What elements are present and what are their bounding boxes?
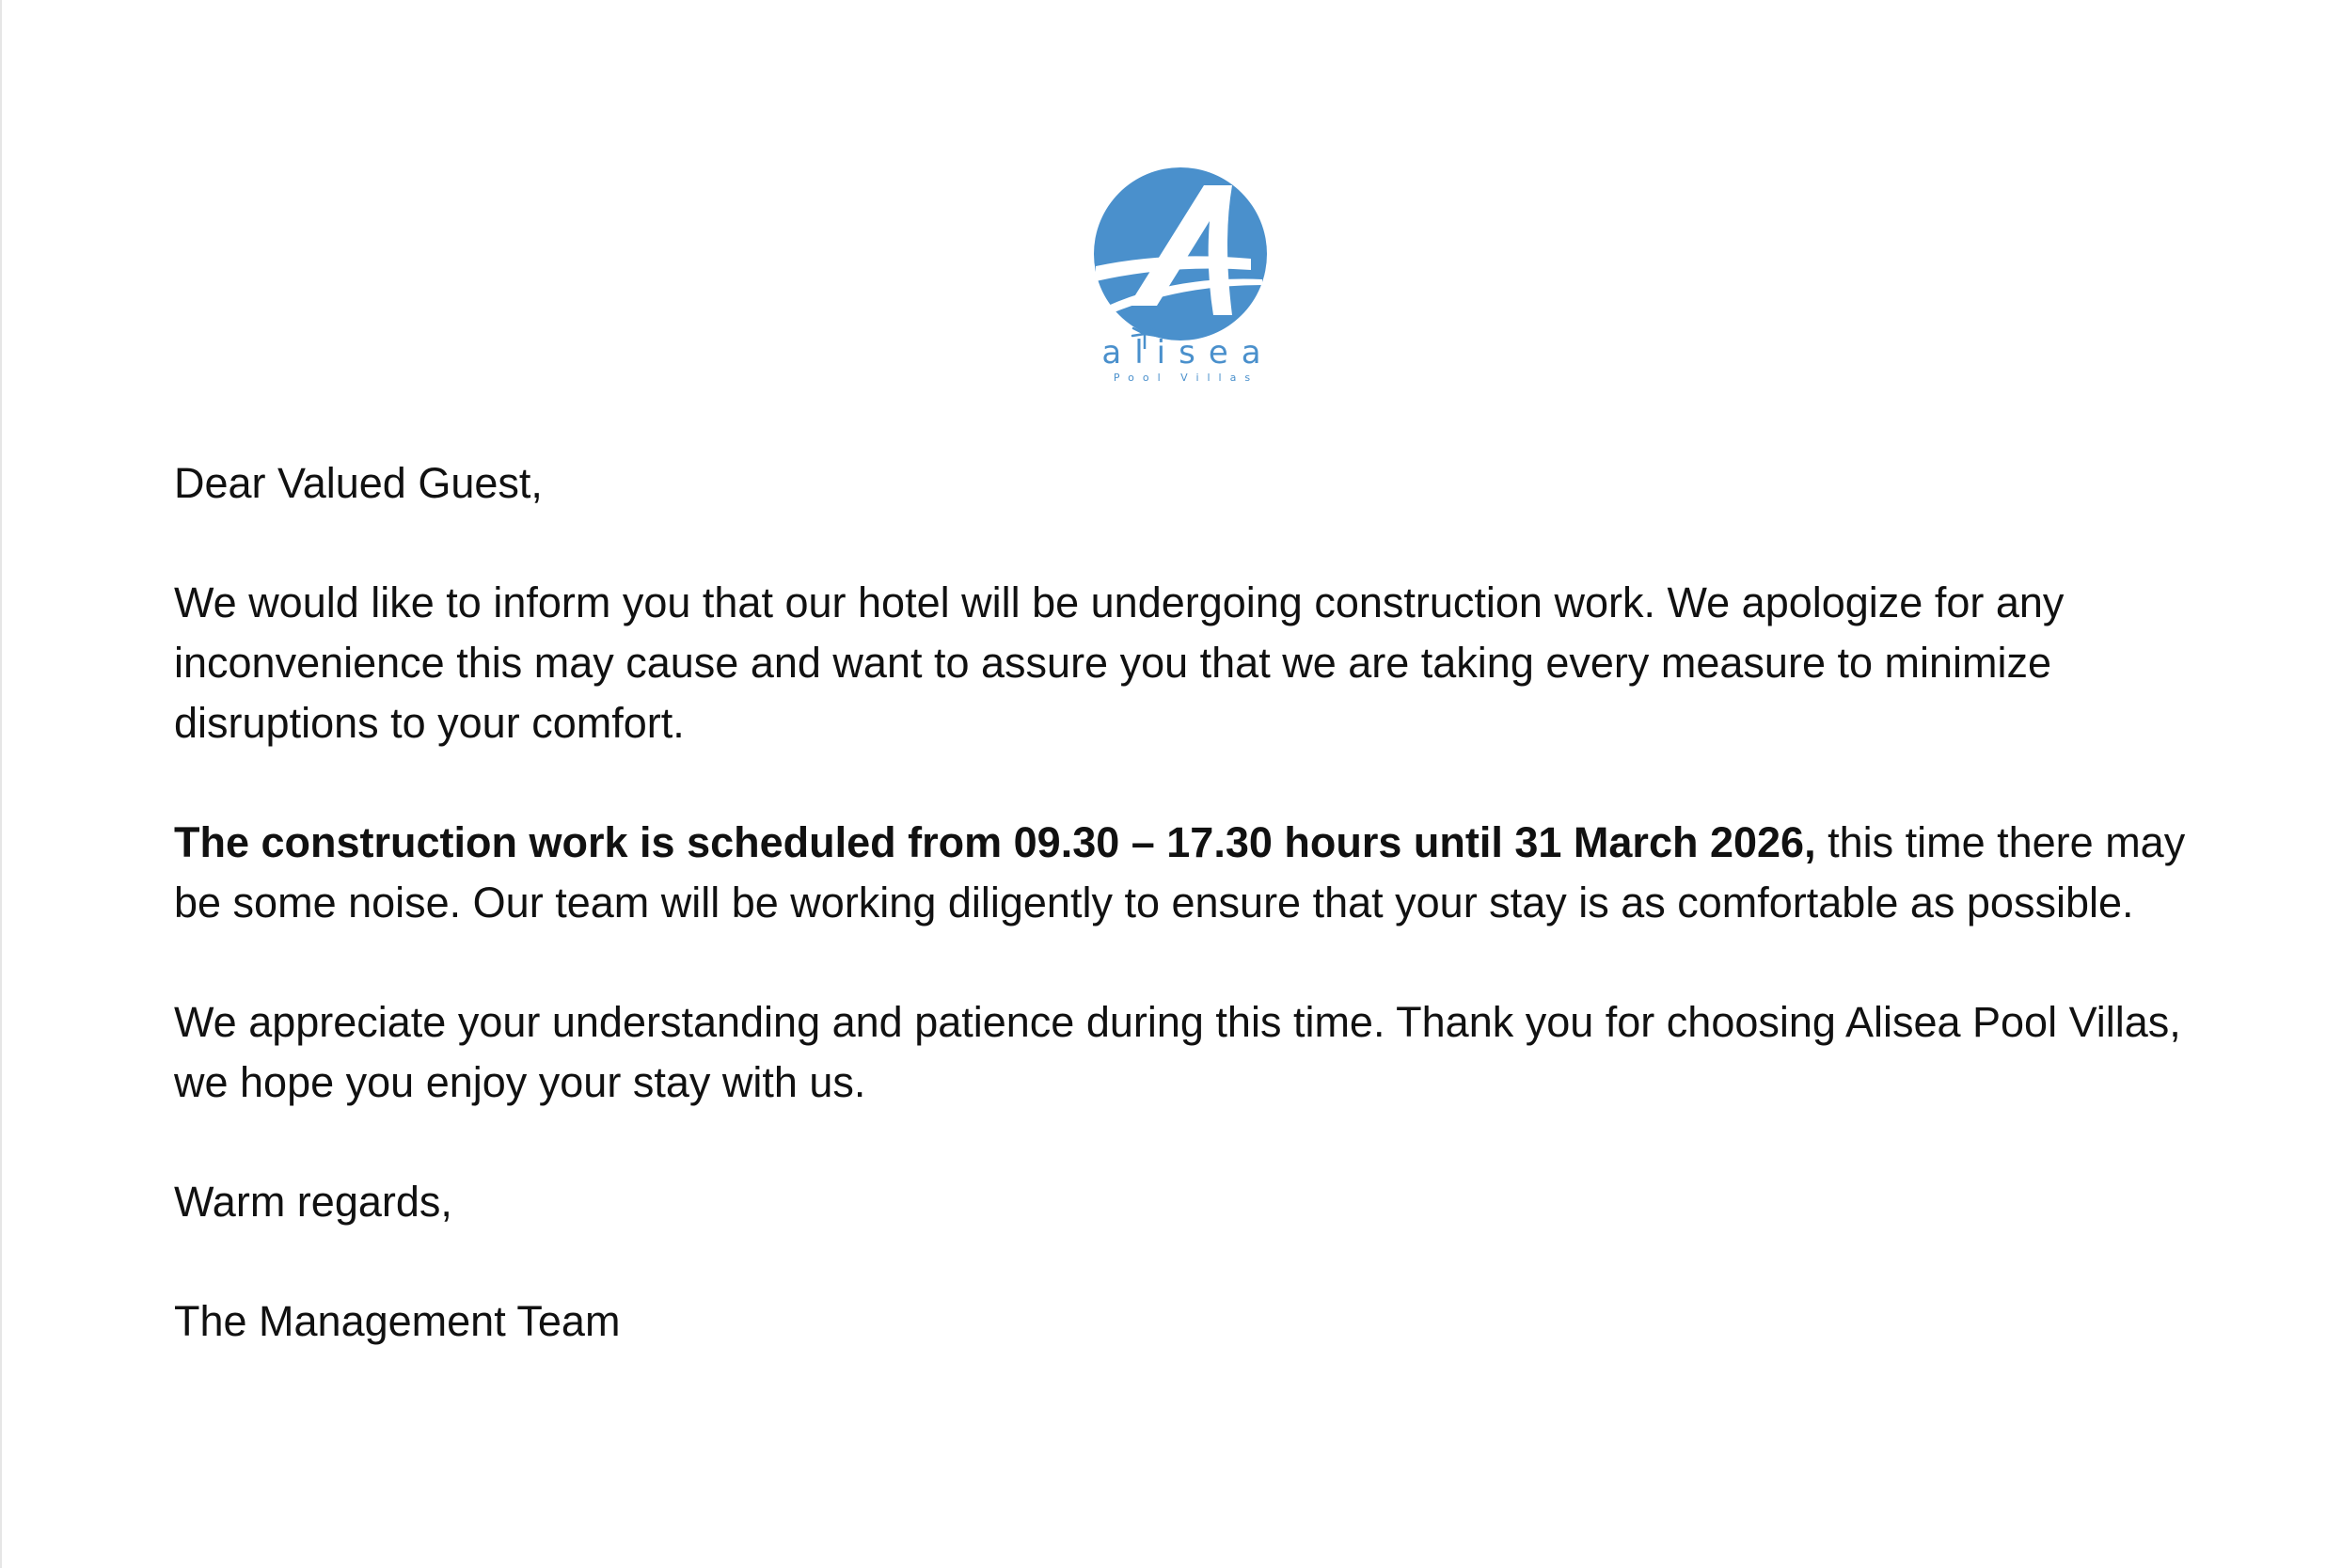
- logo-lettering: [1084, 334, 1281, 385]
- letter-body: [174, 453, 2206, 1352]
- logo-name: alisea: [1101, 334, 1274, 372]
- letter-closing: Warm regards,: [174, 1178, 452, 1226]
- palm-tree-icon: [1131, 321, 1159, 349]
- logo-circle-a-icon: [1091, 165, 1270, 343]
- logo-subtitle: Pool Villas: [1113, 372, 1259, 384]
- letter-paragraph-2: [174, 813, 2206, 933]
- schedule-notice: The construction work is scheduled from 09.30 – 17.30 hours until 31 March 2026,: [174, 818, 1816, 866]
- letter-paragraph-3: We appreciate your understanding and patience during this time. Thank you for choosing Alisea Pool Villas, we hope you enjoy your stay with us.: [174, 998, 2181, 1106]
- letter-signature: The Management Team: [174, 1297, 621, 1345]
- schedule-notice-rest: this time there may be some noise. Our team will be working diligently to ensure that your stay is as comfortable as possible.: [174, 818, 2186, 927]
- letter-paragraph-1: We would like to inform you that our hotel will be undergoing construction work. We apologize for any inconvenience this may cause and want to assure you that we are taking every measure to minimize disruptions to your comfort.: [174, 578, 2065, 747]
- letter-greeting: Dear Valued Guest,: [174, 459, 543, 507]
